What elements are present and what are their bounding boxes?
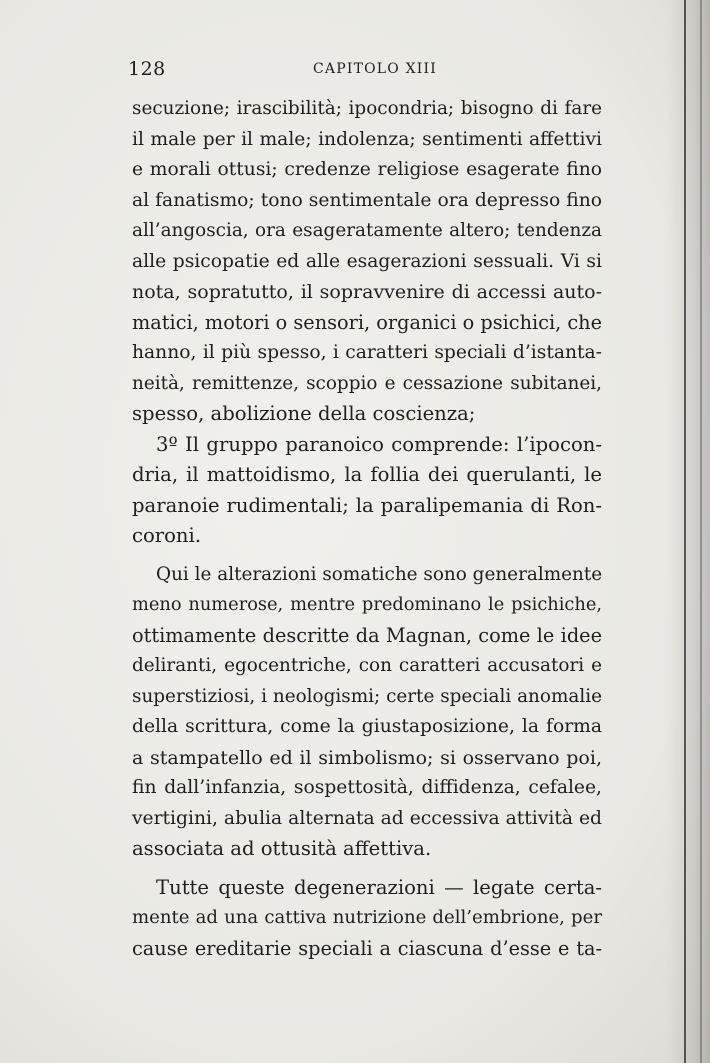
text-line: dria, il mattoidismo, la follia dei querulanti, le bbox=[132, 463, 602, 486]
text-line: a stampatello ed il simbolismo; si osservano poi, bbox=[132, 746, 602, 769]
running-head: CAPITOLO XIII bbox=[313, 61, 437, 77]
text-line: spesso, abolizione della coscienza; bbox=[132, 402, 476, 425]
text-line: della scrittura, come la giustaposizione, la forma bbox=[132, 716, 602, 737]
text-line: fin dall’infanzia, sospettosità, diffidenza, cefalee, bbox=[132, 777, 602, 798]
text-line: superstiziosi, i neologismi; certe speciali anomalie bbox=[132, 685, 602, 707]
text-line: meno numerose, mentre predominano le psichiche, bbox=[132, 594, 602, 615]
text-line: Tutte queste degenerazioni — legate certa- bbox=[156, 875, 602, 899]
page-edge-line-outer bbox=[700, 0, 702, 1063]
page-gutter-shadow bbox=[666, 0, 710, 1063]
text-line: al fanatismo; tono sentimentale ora depresso fino bbox=[132, 189, 602, 211]
text-line: all’angoscia, ora esageratamente altero; tendenza bbox=[132, 220, 602, 241]
page-edge-line bbox=[684, 0, 686, 1063]
text-line: Qui le alterazioni somatiche sono generalmente bbox=[156, 563, 603, 585]
body-text bbox=[132, 94, 602, 964]
text-line: 3º Il gruppo paranoico comprende: l’ipocon- bbox=[156, 432, 602, 456]
text-line: coroni. bbox=[132, 524, 202, 547]
text-line: e morali ottusi; credenze religiose esagerate fino bbox=[132, 159, 602, 180]
text-line: vertigini, abulia alternata ad eccessiva attività ed bbox=[132, 807, 602, 829]
text-line: ottimamente descritte da Magnan, come le idee bbox=[132, 623, 602, 647]
text-line: deliranti, egocentriche, con caratteri accusatori e bbox=[132, 655, 602, 676]
text-line: cause ereditarie speciali a ciascuna d’esse e ta- bbox=[132, 936, 602, 960]
page-header bbox=[0, 58, 710, 82]
text-line: neità, remittenze, scoppio e cessazione subitanei, bbox=[132, 372, 602, 394]
text-line: il male per il male; indolenza; sentimenti affettivi bbox=[132, 128, 602, 150]
text-line: associata ad ottusità affettiva. bbox=[132, 837, 432, 860]
text-line: alle psicopatie ed alle esagerazioni sessuali. Vi si bbox=[132, 250, 602, 272]
text-line: mente ad una cattiva nutrizione dell’embrione, per bbox=[132, 907, 602, 928]
text-line: paranoie rudimentali; la paralipemania di Ron- bbox=[132, 493, 602, 517]
text-line: secuzione; irascibilità; ipocondria; bisogno di fare bbox=[132, 98, 602, 119]
text-line: nota, sopratutto, il sopravvenire di accessi auto- bbox=[132, 281, 602, 303]
text-line: hanno, il più spesso, i caratteri speciali d’istanta- bbox=[132, 342, 602, 363]
text-line: matici, motori o sensori, organici o psichici, che bbox=[132, 310, 602, 334]
page-number: 128 bbox=[128, 58, 166, 80]
